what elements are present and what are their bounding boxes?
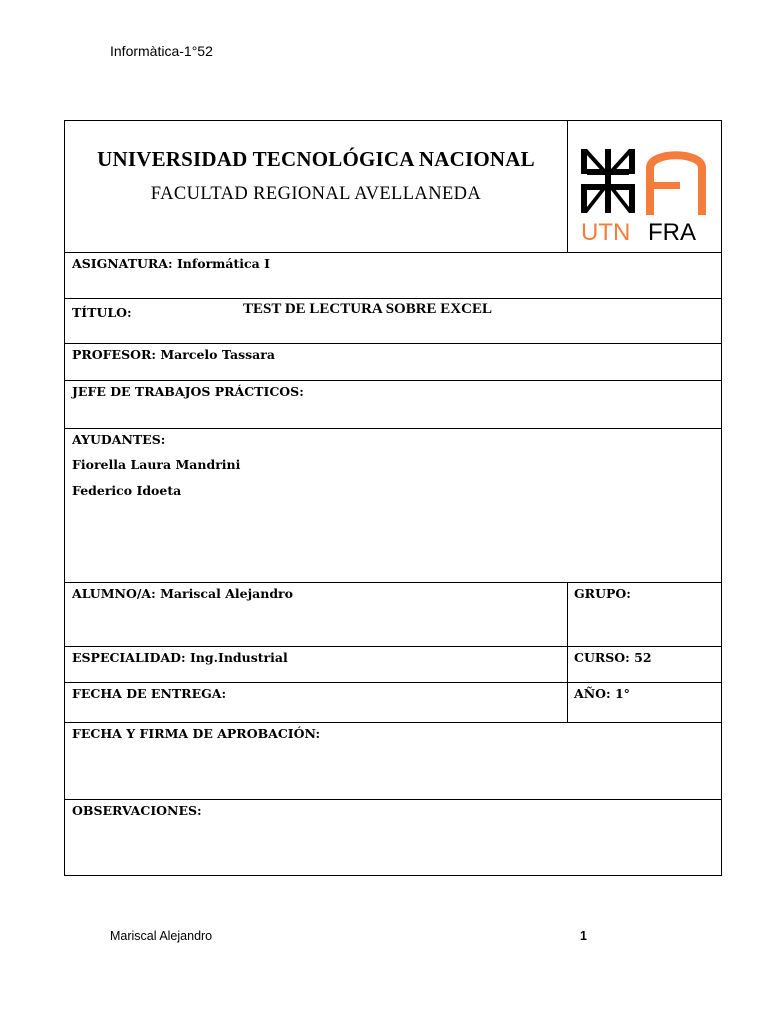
fecha-entrega-field: FECHA DE ENTREGA:	[72, 686, 227, 701]
utn-emblem-icon	[581, 149, 635, 213]
especialidad-field: ESPECIALIDAD: Ing.Industrial	[72, 650, 288, 665]
grupo-field: GRUPO:	[574, 586, 631, 601]
titulo-value: TEST DE LECTURA SOBRE EXCEL	[243, 301, 492, 317]
page-header-course: Informàtica-1°52	[110, 43, 213, 59]
profesor-row	[65, 344, 721, 381]
observaciones-field: OBSERVACIONES:	[72, 803, 202, 818]
titulo-row	[65, 299, 721, 344]
footer-page-number: 1	[580, 929, 587, 943]
observaciones-row	[65, 800, 721, 875]
especialidad-row	[65, 647, 721, 683]
ayudante-item: Fiorella Laura Mandrini	[72, 457, 241, 472]
logo-divider	[567, 121, 568, 252]
ayudante-item: Federico Idoeta	[72, 483, 182, 498]
alumno-row	[65, 583, 721, 647]
cover-form	[64, 120, 722, 876]
fecha-entrega-row	[65, 683, 721, 723]
anio-field: AÑO: 1°	[574, 686, 630, 701]
fecha-firma-field: FECHA Y FIRMA DE APROBACIÓN:	[72, 726, 321, 741]
logo-text-fra: FRA	[648, 219, 696, 242]
footer-author: Mariscal Alejandro	[110, 929, 213, 943]
jefe-field: JEFE DE TRABAJOS PRÁCTICOS:	[72, 384, 304, 399]
profesor-field: PROFESOR: Marcelo Tassara	[72, 347, 275, 362]
fecha-firma-row	[65, 723, 721, 800]
column-divider	[567, 647, 568, 682]
utn-fra-logo	[578, 146, 706, 242]
column-divider	[567, 583, 568, 646]
alumno-field: ALUMNO/A: Mariscal Alejandro	[72, 586, 293, 601]
fra-arch-bar	[654, 182, 680, 189]
titulo-label: TÍTULO:	[72, 305, 132, 320]
university-name: UNIVERSIDAD TECNOLÓGICA NACIONAL	[97, 147, 535, 171]
jefe-row	[65, 381, 721, 429]
ayudantes-row	[65, 429, 721, 583]
curso-field: CURSO: 52	[574, 650, 652, 665]
institution-row	[65, 121, 721, 253]
asignatura-row	[65, 253, 721, 299]
faculty-name: FACULTAD REGIONAL AVELLANEDA	[150, 184, 482, 204]
ayudantes-label: AYUDANTES:	[72, 432, 166, 447]
logo-text-utn: UTN	[581, 219, 631, 242]
column-divider	[567, 683, 568, 722]
asignatura-field: ASIGNATURA: Informática I	[72, 256, 270, 271]
